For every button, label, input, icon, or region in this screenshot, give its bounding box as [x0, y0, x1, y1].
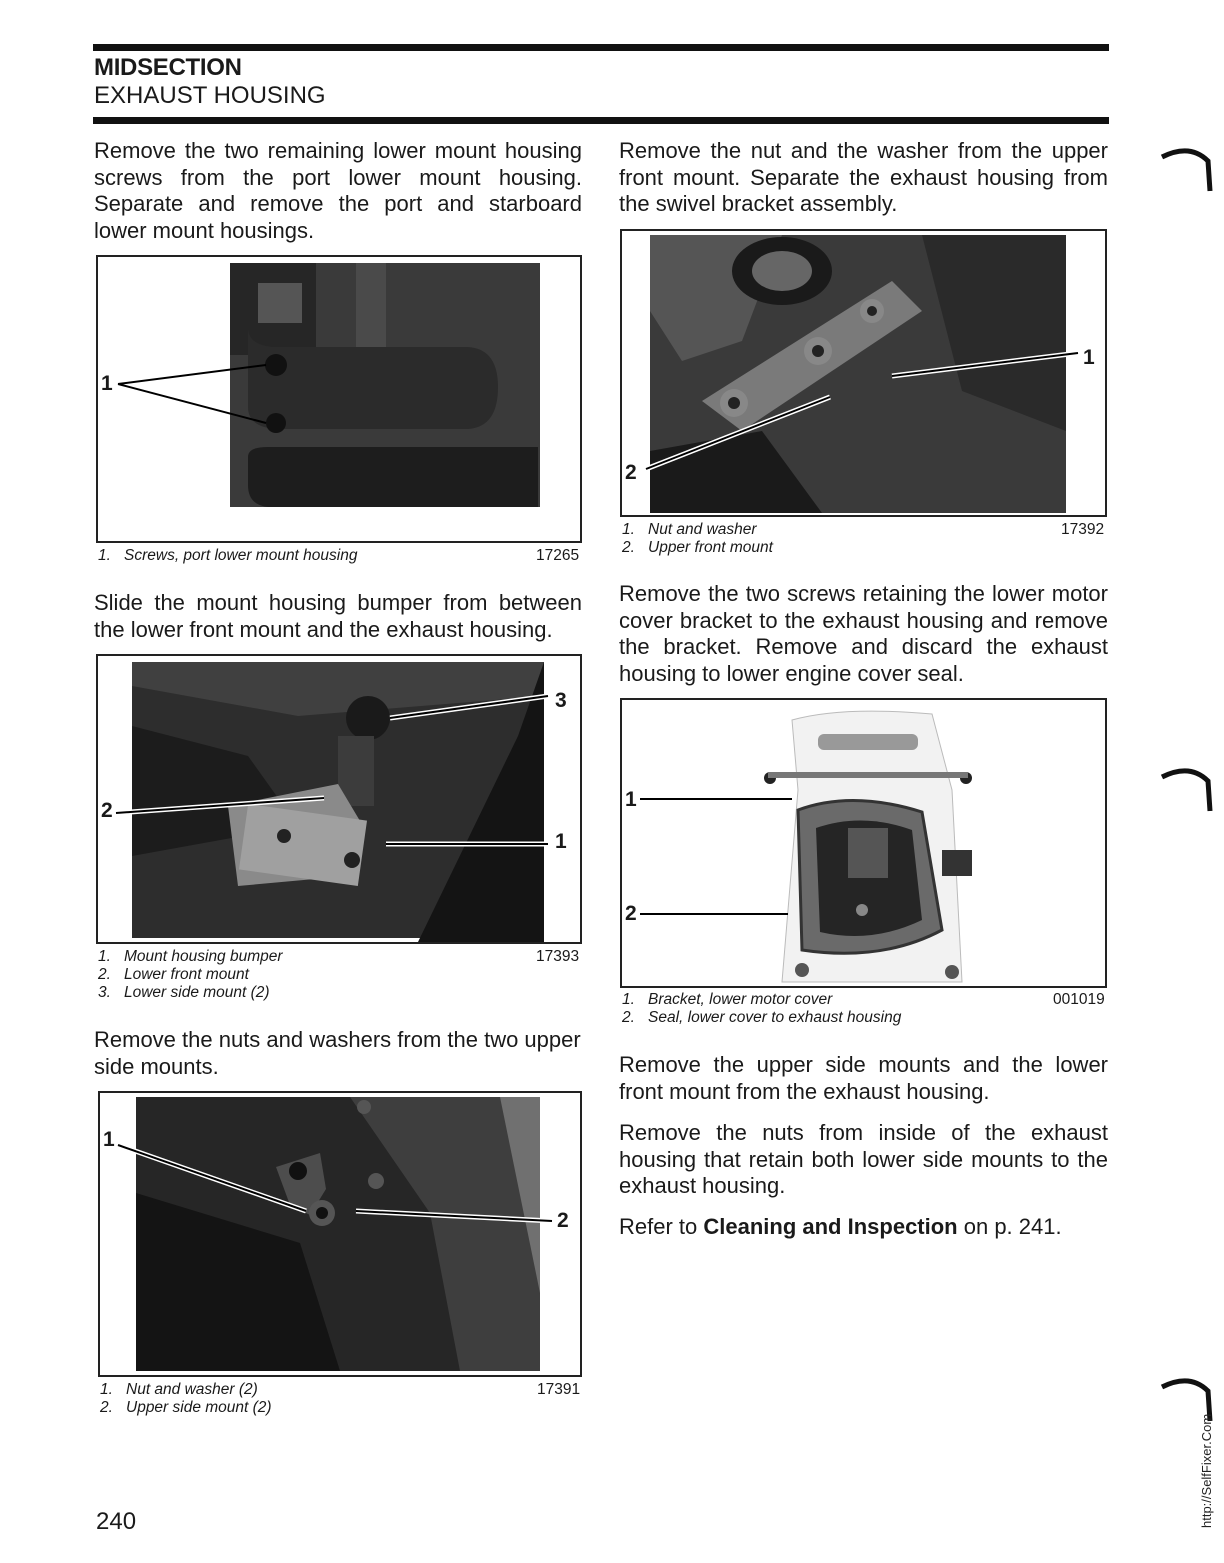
caption-text: Seal, lower cover to exhaust housing [648, 1009, 902, 1026]
right-paragraph-2: Remove the two screws retaining the lower motor cover bracket to the exhaust housing and remove the bracket. Remove and discard the exhaust housing to lower engine cover seal. [619, 581, 1108, 686]
figure-id: 17392 [1061, 521, 1105, 538]
subsection-title: EXHAUST HOUSING [94, 82, 326, 109]
left-paragraph-1: Remove the two remaining lower mount housing screws from the port lower mount housing. Separate and remove the port and starboard lower mount housings. [94, 138, 582, 243]
callout-2: 2 [101, 799, 113, 822]
figure-17391 [98, 1091, 582, 1377]
caption-item [100, 1381, 272, 1399]
caption-number: 1. [98, 547, 111, 564]
callout-3: 3 [555, 689, 567, 712]
figure-id: 17393 [536, 948, 580, 965]
callout-2: 2 [625, 461, 637, 484]
photo-upper-front-mount [622, 231, 1105, 515]
section-title: MIDSECTION [94, 54, 242, 81]
left-paragraph-2: Slide the mount housing bumper from between the lower front mount and the exhaust housing. [94, 590, 582, 642]
photo-upper-side-mount [100, 1093, 580, 1375]
caption-text: Upper front mount [648, 539, 773, 556]
caption-item [98, 547, 357, 565]
figure-id: 001019 [1053, 991, 1105, 1008]
caption-item [98, 984, 283, 1002]
caption-number: 1. [622, 991, 635, 1008]
header-bottom-rule [93, 117, 1109, 124]
left-paragraph-3: Remove the nuts and washers from the two upper side mounts. [94, 1027, 581, 1079]
watermark-text: http://SelfFixer.Com [1199, 1413, 1214, 1528]
caption-text: Mount housing bumper [124, 948, 283, 965]
callout-1: 1 [555, 830, 567, 853]
caption-text: Nut and washer (2) [126, 1381, 258, 1398]
binder-hole-mark [1160, 143, 1214, 193]
caption-list [98, 547, 357, 565]
caption-item [98, 966, 283, 984]
figure-17265 [96, 255, 582, 543]
cross-reference-link[interactable]: Cleaning and Inspection [703, 1214, 958, 1239]
page-number: 240 [96, 1508, 137, 1535]
photo-mount-housing-bumper [98, 656, 580, 942]
right-paragraph-3: Remove the upper side mounts and the lower front mount from the exhaust housing. [619, 1052, 1108, 1104]
watermark [1194, 1392, 1218, 1528]
photo-port-lower-mount-housing [98, 257, 580, 541]
caption-text: Lower front mount [124, 966, 249, 983]
photo-lower-motor-cover-bracket [622, 700, 1105, 986]
header-top-rule [93, 44, 1109, 51]
caption-list [100, 1381, 272, 1417]
caption-item [622, 1009, 901, 1027]
caption-item [100, 1399, 272, 1417]
caption-number: 1. [98, 948, 111, 965]
right-paragraph-4: Remove the nuts from inside of the exhaust housing that retain both lower side mounts to the exhaust housing. [619, 1120, 1108, 1198]
figure-id: 17265 [536, 547, 580, 564]
caption-text: Bracket, lower motor cover [648, 991, 833, 1008]
figure-17392 [620, 229, 1107, 517]
figure-id: 17391 [537, 1381, 581, 1398]
figure-17393 [96, 654, 582, 944]
callout-2: 2 [625, 902, 637, 925]
callout-1: 1 [1083, 346, 1095, 369]
callout-2: 2 [557, 1209, 569, 1232]
caption-text: Nut and washer [648, 521, 757, 538]
right-paragraph-1: Remove the nut and the washer from the upper front mount. Separate the exhaust housing from the swivel bracket assembly. [619, 138, 1108, 216]
caption-item [622, 539, 773, 557]
caption-number: 2. [98, 966, 111, 983]
callout-1: 1 [101, 372, 113, 395]
callout-1: 1 [625, 788, 637, 811]
caption-text: Screws, port lower mount housing [124, 547, 358, 564]
caption-number: 2. [622, 1009, 635, 1026]
caption-number: 2. [100, 1399, 113, 1416]
caption-number: 1. [100, 1381, 113, 1398]
caption-item [622, 521, 773, 539]
caption-number: 1. [622, 521, 635, 538]
caption-item [98, 948, 283, 966]
caption-list [622, 991, 901, 1027]
binder-hole-mark [1160, 763, 1214, 813]
figure-001019 [620, 698, 1107, 988]
caption-list [98, 948, 283, 1002]
caption-number: 2. [622, 539, 635, 556]
callout-1: 1 [103, 1128, 115, 1151]
reference-suffix: on p. 241. [957, 1214, 1062, 1239]
caption-item [622, 991, 901, 1009]
caption-list [622, 521, 773, 557]
reference-prefix: Refer to [619, 1214, 704, 1239]
caption-text: Lower side mount (2) [124, 984, 270, 1001]
right-paragraph-5 [619, 1214, 1108, 1241]
caption-number: 3. [98, 984, 111, 1001]
caption-text: Upper side mount (2) [126, 1399, 272, 1416]
